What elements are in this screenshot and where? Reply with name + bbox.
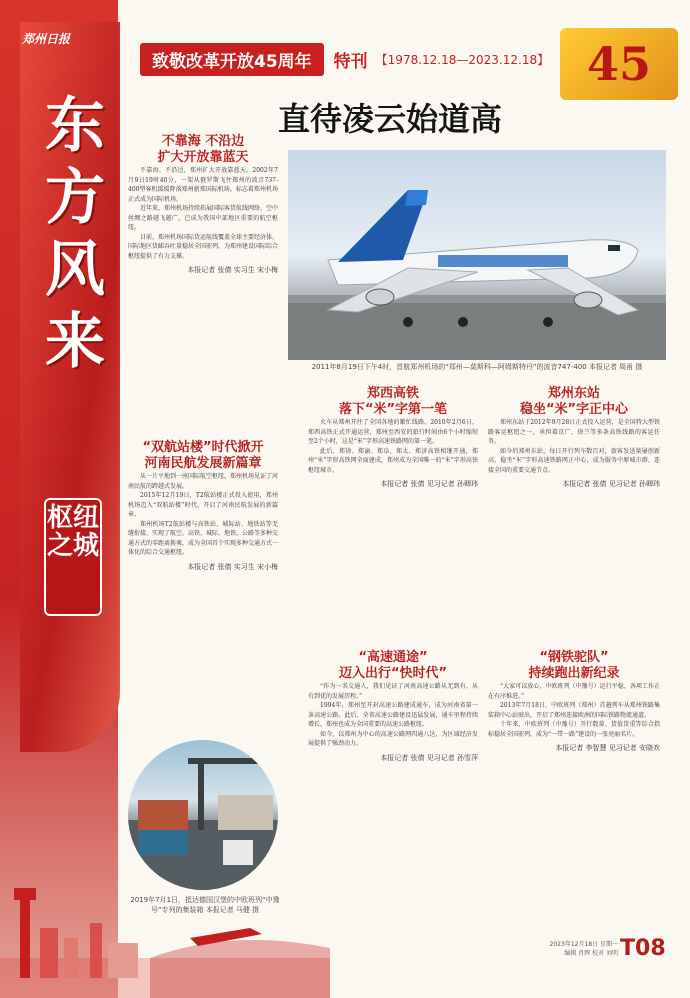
article-title-line1: 不靠海 不沿边 <box>161 134 245 149</box>
article-paragraph: 2013年7月18日，中欧班列（郑州）首趟列车从郑州铁路集装箱中心站驶出，开启了郑州连接欧洲的国际铁路物流通道。 <box>488 702 660 719</box>
airplane-photo <box>288 150 666 360</box>
article-paragraph: 2015年12月19日，T2航站楼正式投入使用，郑州机场迈入“双航站楼”时代，开启了河南民航发展的新篇章。 <box>128 492 278 518</box>
page-headline: 直待凌云始道高 <box>277 100 502 138</box>
article-zhengxi-railway <box>308 386 478 489</box>
article-china-europe-train <box>488 650 660 753</box>
column-title: 东方风来 <box>45 91 105 377</box>
article-byline: 本报记者 李智慧 见习记者 安晓欢 <box>555 744 660 752</box>
special-tag: 特刊 <box>333 51 368 72</box>
article-title-line1: “双航站楼”时代掀开 <box>142 440 264 455</box>
special-issue-header <box>140 44 549 74</box>
article-dual-terminal <box>128 440 278 572</box>
article-title-line1: 郑州东站 <box>547 386 600 401</box>
container-photo-caption: 2019年7月1日，抵达德国汉堡的中欧班列“中豫号”专列的集装箱 本报记者 马健 摄 <box>130 896 280 914</box>
article-title-line2: 扩大开放靠蓝天 <box>157 150 249 165</box>
article-zhengzhou-east-station <box>488 386 660 489</box>
article-paragraph: 火车从郑州开往了全国各地的繁忙线路。2010年2月6日，郑西高铁正式开通运营，郑州至西安的旅行时间由6个小时缩短至2个小时，这是“米”字形高速铁路网的第一笔。 <box>308 419 478 445</box>
article-air-opening <box>128 134 278 275</box>
article-paragraph: 郑州机场T2航站楼与高铁站、城际站、地铁站等无缝衔接，实现了航空、高铁、城际、地铁、公路等多种交通方式的零距离换乘，成为全国首个实现多种交通方式一体化的综合交通枢纽。 <box>128 520 279 556</box>
article-paragraph: “作为一名交通人，我们见证了河南高速公路从无到有、从有到优的发展历程。” <box>308 683 478 700</box>
page-number: T08 <box>620 936 666 961</box>
article-title-line2: 稳坐“米”字正中心 <box>519 402 629 417</box>
editor-credit: 编辑 肖辉 校对 刘明 <box>564 950 618 957</box>
article-byline: 本报记者 张倩 见习记者 孙卿玮 <box>380 480 478 488</box>
page-footer-info <box>528 940 618 958</box>
article-paragraph: “大家可以放心，中欧班列（中豫号）运行平稳，各项工作正在有序推进。” <box>488 683 660 700</box>
article-byline: 本报记者 张倩 见习记者 孙雪萍 <box>380 753 478 762</box>
article-title-line2: 落下“米”字第一笔 <box>338 402 448 417</box>
cargo-plane-illustration <box>288 150 666 360</box>
anniversary-badge: 45 <box>560 28 678 100</box>
article-highway <box>308 650 478 763</box>
article-title-line2: 迈入出行“快时代” <box>338 666 448 681</box>
article-paragraph: 近年来，郑州机场持续拓展国际客货航线网络，空中丝绸之路越飞越广，已成为我国中部地区重要的航空枢纽。 <box>128 205 279 231</box>
article-title-line1: 郑西高铁 <box>366 386 419 401</box>
skyline-decoration <box>0 868 330 998</box>
section-seal: 枢纽之城 <box>44 498 102 616</box>
article-byline: 本报记者 张倩 实习生 宋小梅 <box>187 266 278 274</box>
article-paragraph: 如今，以郑州为中心的高速公路网四通八达，为区域经济发展提供了强劲动力。 <box>308 730 478 747</box>
article-byline: 本报记者 张倩 见习记者 孙卿玮 <box>562 480 660 488</box>
article-paragraph: 不靠海、不沿边，郑州扩大开放靠蓝天。2002年7月9日19时40分，一架从俄罗斯飞往郑州的波音737-400型客机缓缓降落郑州新郑国际机场，标志着郑州机场正式成为国际机场。 <box>128 167 278 203</box>
anniversary-banner: 致敬改革开放45周年 <box>140 43 324 76</box>
article-paragraph: 十年来，中欧班列（中豫号）开行数量、货值货重等综合指标稳居全国前列，成为“一带一路”建设的一张亮丽名片。 <box>488 721 660 738</box>
article-paragraph: 此后，郑徐、郑渝、郑阜、郑太、郑济高铁相继开通，郑州“米”字形高铁网全面建成，郑州成为全国唯一的“米”字形高铁枢纽城市。 <box>308 447 478 474</box>
article-title-line2: 河南民航发展新篇章 <box>144 456 262 471</box>
article-title-line1: “高速通途” <box>358 650 428 665</box>
article-paragraph: 如今的郑州东站，每日开行列车数百对，旅客发送量屡创新高，稳坐“米”字形高速铁路网正中心，成为服务中原城市群、连接全国的重要交通节点。 <box>488 447 660 474</box>
article-title-line2: 持续跑出新纪录 <box>528 666 620 681</box>
issue-date: 2023年12月18日 星期一 <box>549 941 618 948</box>
article-paragraph: 目前，郑州机场国际货运航线覆盖全球主要经济体，国际地区货邮吞吐量稳居全国前列，为郑州建设国际综合枢纽提供了有力支撑。 <box>128 233 279 260</box>
article-title-line1: “钢铁驼队” <box>539 650 609 665</box>
article-paragraph: 郑州东站于2012年9月28日正式投入运营，是全国特大型铁路客运枢纽之一，承担着京广、徐兰等多条高铁线路的客运任务。 <box>488 419 660 445</box>
article-paragraph: 1994年，郑州至开封高速公路建成通车，成为河南省第一条高速公路。此后，全省高速公路建设迅猛发展，通车里程持续增长，郑州也成为全国重要的高速公路枢纽。 <box>308 702 478 728</box>
article-byline: 本报记者 张倩 实习生 宋小梅 <box>187 562 278 571</box>
article-paragraph: 从一片平地到一座国际航空枢纽，郑州机场见证了河南民航的跨越式发展。 <box>128 473 279 490</box>
newspaper-logo: 郑州日报 <box>22 32 71 46</box>
date-range: 【1978.12.18—2023.12.18】 <box>375 52 550 67</box>
airplane-photo-caption: 2011年8月19日下午4时，首航郑州机场的“郑州—莫斯科—阿姆斯特丹”的波音747-400 本报记者 周甬 摄 <box>311 363 643 371</box>
